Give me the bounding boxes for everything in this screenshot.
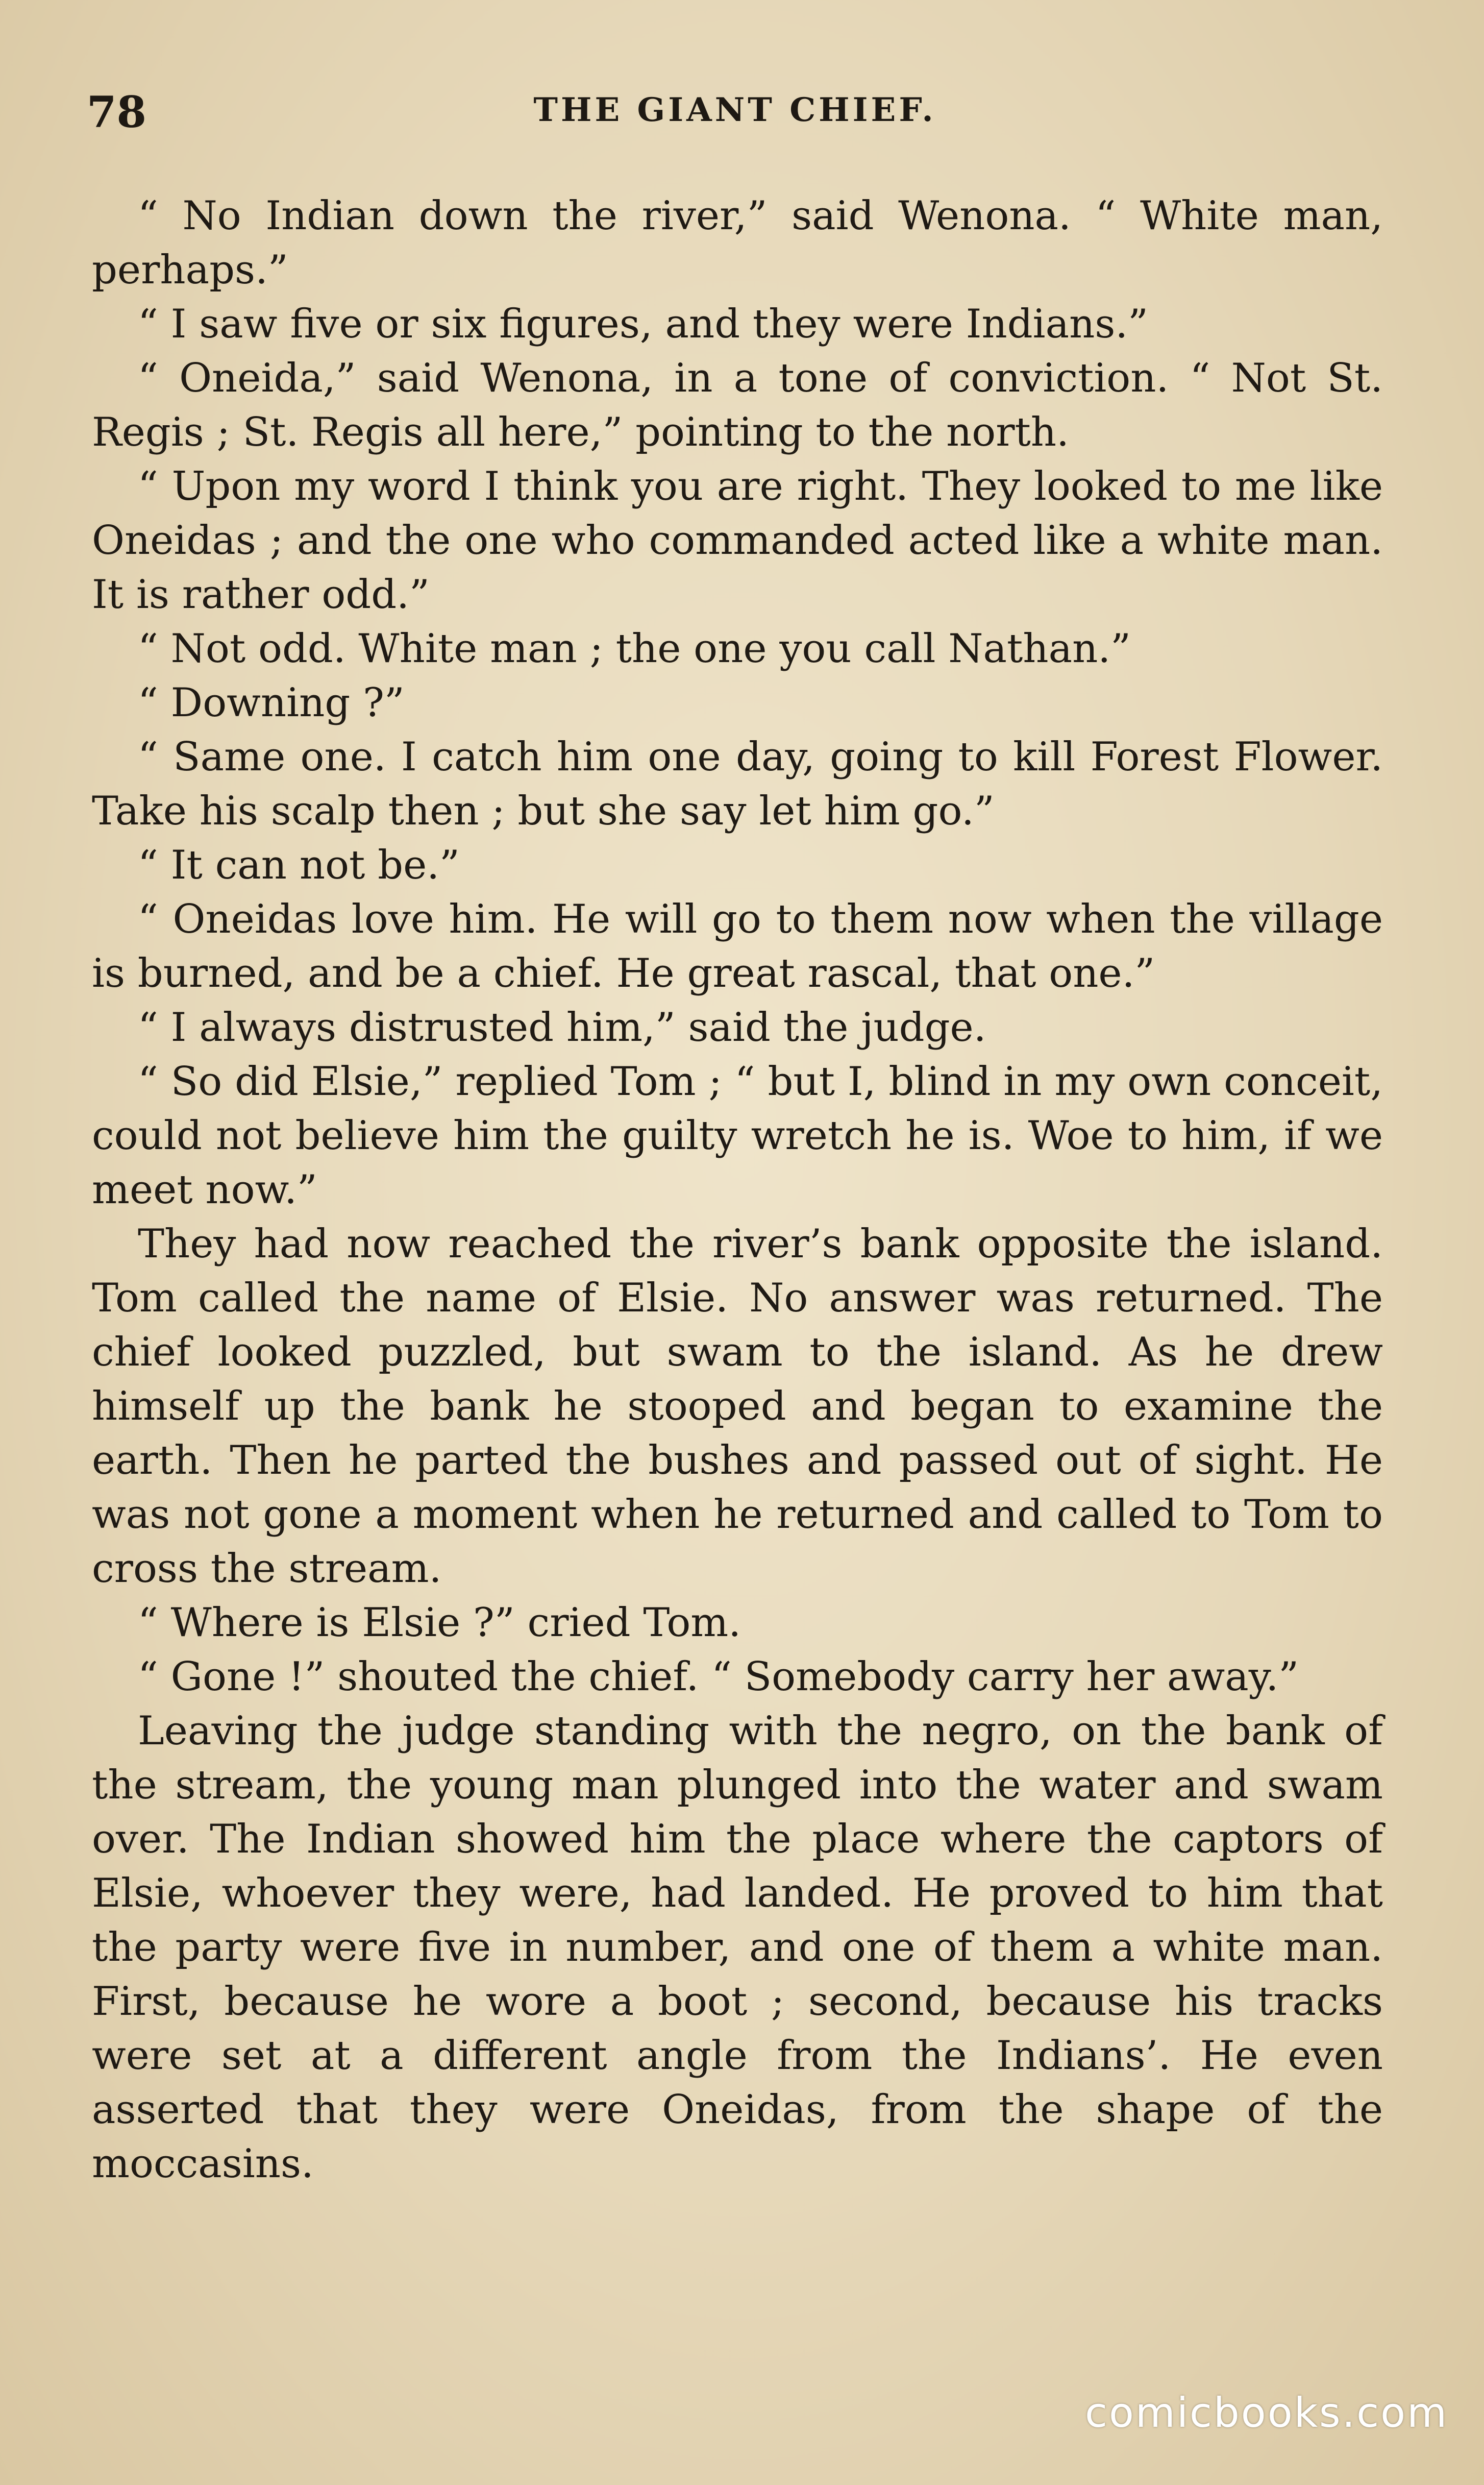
paragraph: “ Oneida,” said Wenona, in a tone of conviction. “ Not St. Regis ; St. Regis all here,” pointing to the north. xyxy=(92,355,1383,455)
page-number: 78 xyxy=(87,87,146,137)
paragraph: Leaving the judge standing with the negro, on the bank of the stream, the young man plunged into the water and swam over. The Indian showed him the place where the captors of Elsie, whoever they were, had landed. He proved to him that the party were five in number, and one of them a white man. First, because he wore a boot ; second, because his tracks were set at a different angle from the Indians’. He even asserted that they were Oneidas, from the shape of the moccasins. xyxy=(92,1708,1383,2187)
body-text xyxy=(92,189,1383,2191)
paragraph: “ No Indian down the river,” said Wenona. “ White man, perhaps.” xyxy=(92,193,1383,293)
paragraph: “ So did Elsie,” replied Tom ; “ but I, blind in my own conceit, could not believe him the guilty wretch he is. Woe to him, if we meet now.” xyxy=(92,1059,1383,1213)
paragraph: “ Not odd. White man ; the one you call Nathan.” xyxy=(138,626,1131,672)
paragraph: “ It can not be.” xyxy=(138,842,460,888)
paragraph: “ Upon my word I think you are right. They looked to me like Oneidas ; and the one who commanded acted like a white man. It is rather odd.” xyxy=(92,464,1383,618)
paragraph: “ I always distrusted him,” said the judge. xyxy=(138,1005,986,1051)
running-title: THE GIANT CHIEF. xyxy=(533,91,936,129)
site-watermark: comicbooks.com xyxy=(1084,2389,1448,2437)
paragraph: “ Same one. I catch him one day, going to kill Forest Flower. Take his scalp then ; but she say let him go.” xyxy=(92,734,1383,834)
paragraph: “ Where is Elsie ?” cried Tom. xyxy=(138,1600,741,1646)
paragraph: “ Downing ?” xyxy=(138,680,405,726)
paragraph: They had now reached the river’s bank opposite the island. Tom called the name of Elsie. No answer was returned. The chief looked puzzled, but swam to the island. As he drew himself up the bank he stooped and began to examine the earth. Then he parted the bushes and passed out of sight. He was not gone a moment when he returned and called to Tom to cross the stream. xyxy=(92,1221,1383,1592)
paragraph: “ Gone !” shouted the chief. “ Somebody carry her away.” xyxy=(138,1654,1299,1700)
paragraph: “ I saw five or six figures, and they were Indians.” xyxy=(138,301,1149,347)
page-header xyxy=(87,87,1383,143)
paragraph: “ Oneidas love him. He will go to them now when the village is burned, and be a chief. He great rascal, that one.” xyxy=(92,896,1383,996)
